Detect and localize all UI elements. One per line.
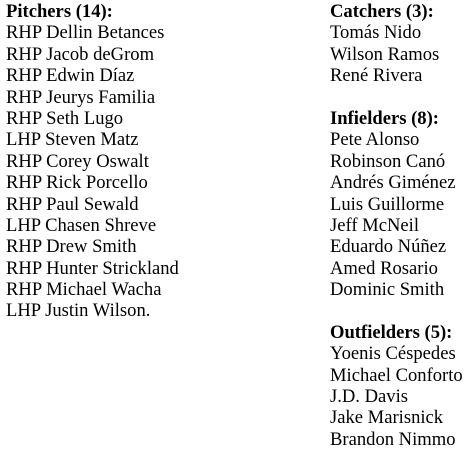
infielders-group bbox=[330, 108, 463, 301]
pitcher-item: RHP Jacob deGrom bbox=[6, 43, 155, 65]
catchers-heading: Catchers (3): bbox=[330, 1, 434, 22]
catcher-item: René Rivera bbox=[330, 65, 423, 87]
infielders-list bbox=[330, 129, 463, 300]
pitcher-item: RHP Dellin Betances bbox=[6, 22, 165, 44]
catchers-list bbox=[330, 22, 463, 86]
catchers-group bbox=[330, 1, 463, 87]
pitchers-heading: Pitchers (14): bbox=[6, 1, 113, 22]
right-column bbox=[330, 1, 463, 450]
pitcher-item: RHP Hunter Strickland bbox=[6, 257, 179, 279]
pitchers-list bbox=[6, 22, 179, 321]
pitcher-item: RHP Corey Oswalt bbox=[6, 150, 149, 172]
pitcher-item: RHP Jeurys Familia bbox=[6, 86, 156, 108]
catcher-item: Wilson Ramos bbox=[330, 43, 440, 65]
pitcher-item: RHP Rick Porcello bbox=[6, 172, 148, 194]
infielders-heading: Infielders (8): bbox=[330, 107, 439, 129]
pitcher-item: RHP Edwin Díaz bbox=[6, 65, 135, 87]
pitcher-item: RHP Seth Lugo bbox=[6, 107, 124, 129]
outfielder-item: Brandon Nimmo bbox=[330, 428, 456, 450]
infielder-item: Jeff McNeil bbox=[330, 214, 419, 236]
outfielders-heading: Outfielders (5): bbox=[330, 321, 453, 343]
infielder-item: Eduardo Núñez bbox=[330, 236, 447, 258]
infielder-item: Dominic Smith bbox=[330, 279, 445, 301]
outfielders-group bbox=[330, 322, 463, 450]
left-column bbox=[6, 1, 179, 322]
outfielder-item: J.D. Davis bbox=[330, 386, 408, 408]
outfielders-list bbox=[330, 343, 463, 450]
infielder-item: Luis Guillorme bbox=[330, 193, 445, 215]
pitcher-item: RHP Drew Smith bbox=[6, 236, 137, 258]
outfielder-item: Michael Conforto bbox=[330, 364, 463, 386]
pitcher-item: RHP Michael Wacha bbox=[6, 279, 162, 301]
infielder-item: Pete Alonso bbox=[330, 129, 420, 151]
infielder-item: Robinson Canó bbox=[330, 150, 446, 172]
infielder-item: Andrés Giménez bbox=[330, 172, 456, 194]
outfielder-item: Yoenis Céspedes bbox=[330, 343, 456, 365]
pitcher-item: LHP Justin Wilson. bbox=[6, 300, 151, 322]
outfielder-item: Jake Marisnick bbox=[330, 407, 444, 429]
pitchers-group bbox=[6, 1, 179, 322]
pitcher-item: RHP Paul Sewald bbox=[6, 193, 139, 215]
catcher-item: Tomás Nido bbox=[330, 22, 422, 44]
pitcher-item: LHP Chasen Shreve bbox=[6, 214, 157, 236]
infielder-item: Amed Rosario bbox=[330, 257, 438, 279]
pitcher-item: LHP Steven Matz bbox=[6, 129, 139, 151]
